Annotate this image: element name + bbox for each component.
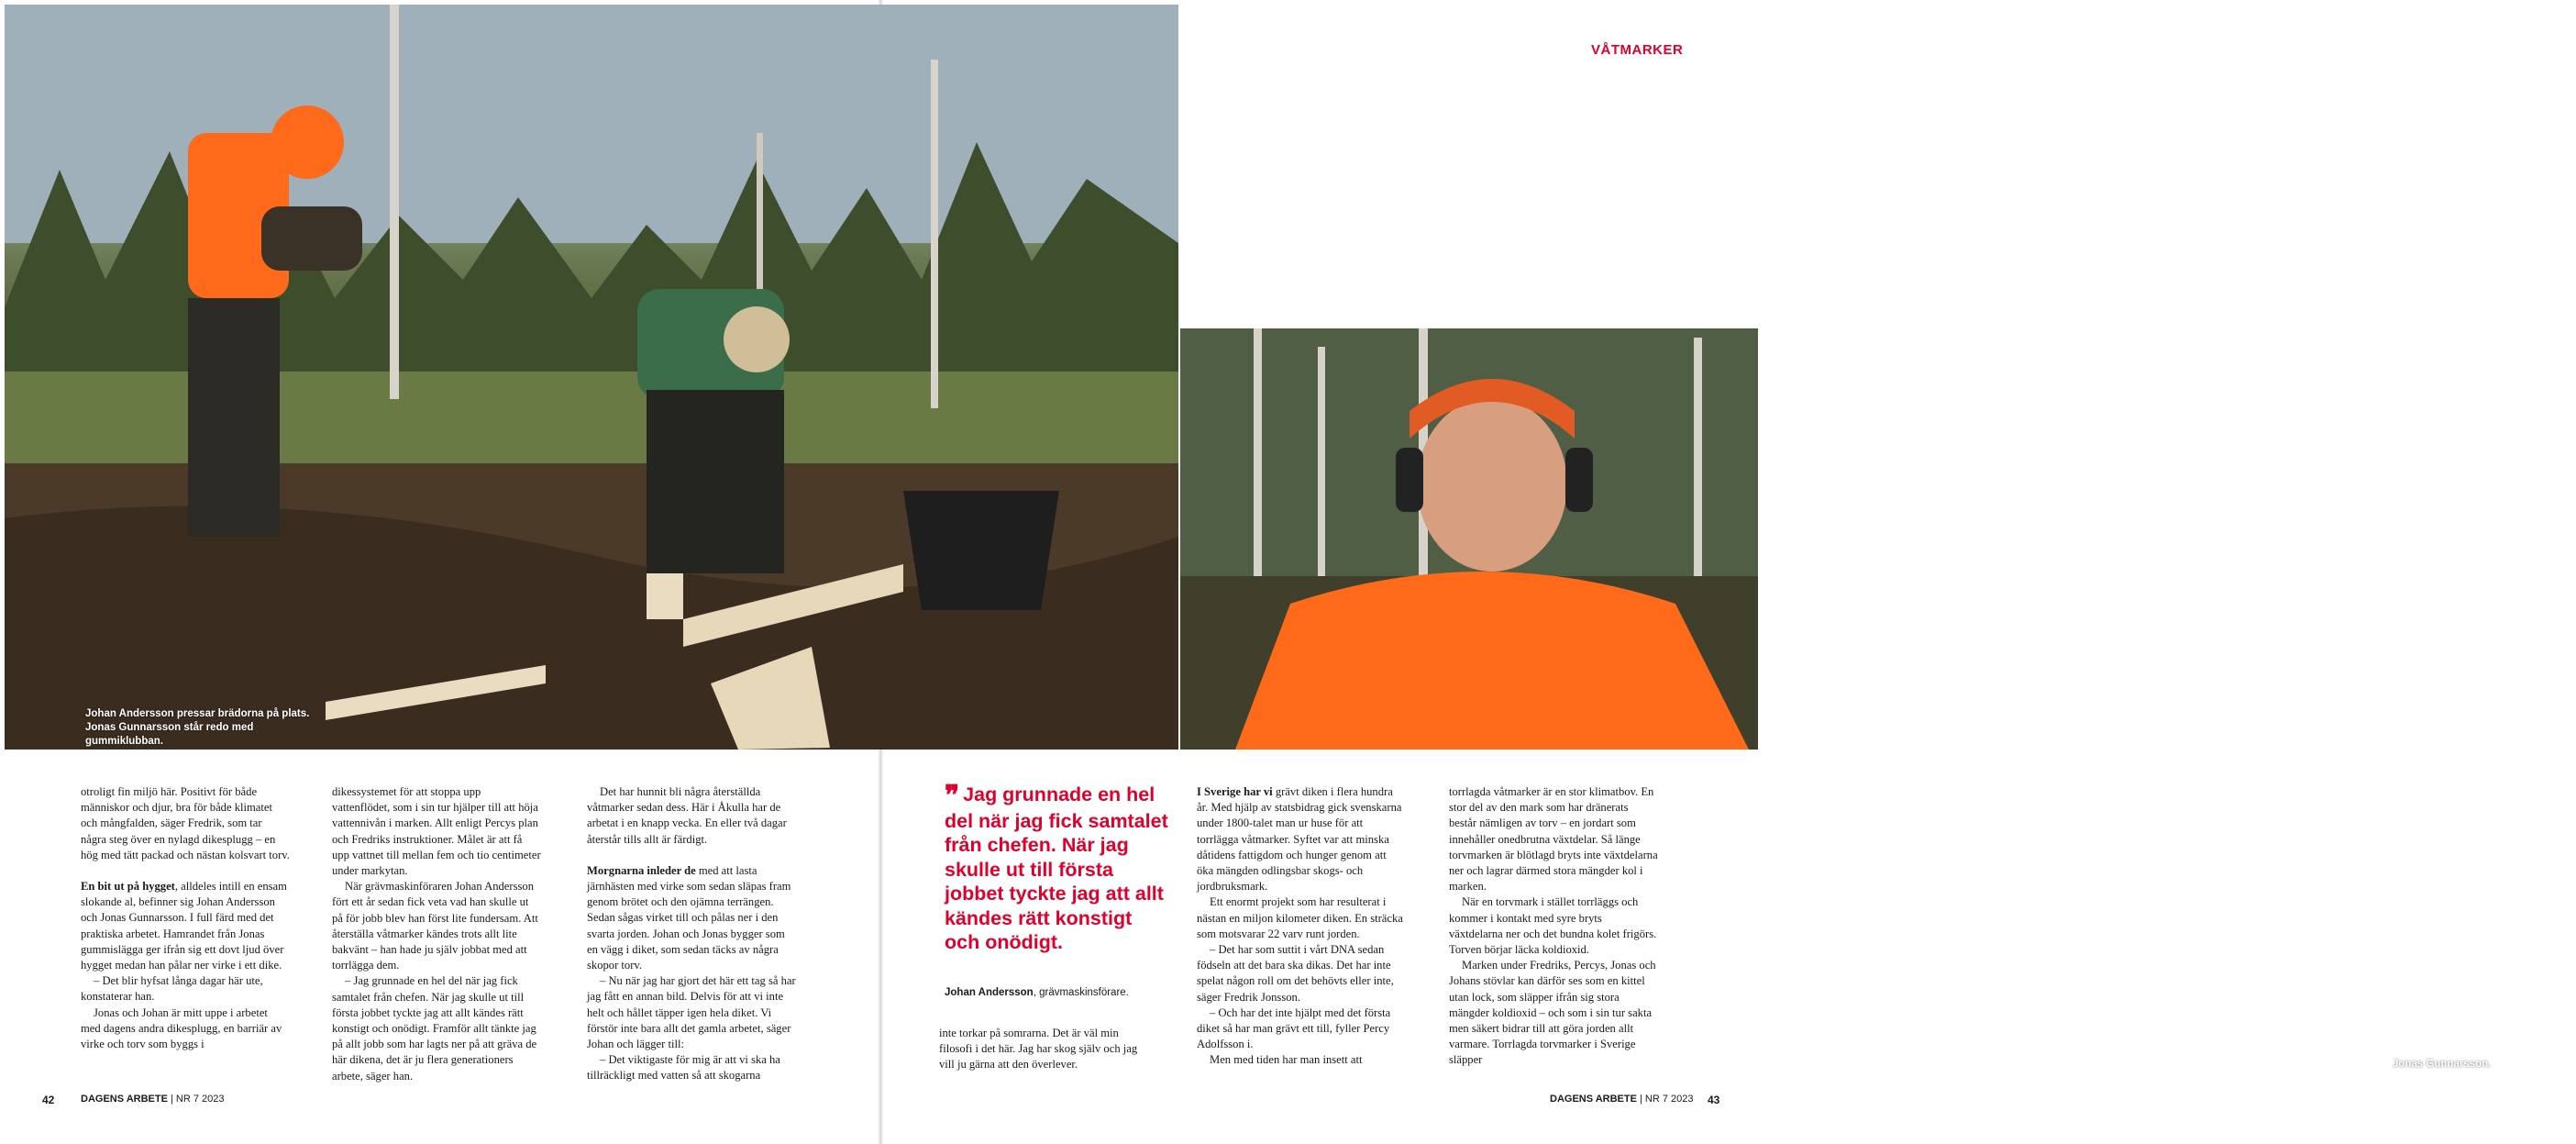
paragraph: otroligt fin miljö här. Positivt för både människor och djur, bra för både klimatet och mångfalden, säger Fredrik, som tar några steg över en nylagd dikesplugg – en hög med tätt packad och nästan kolsvart torv.: [81, 785, 290, 861]
page-number-right: 43: [1708, 1094, 1720, 1106]
magazine-name: DAGENS ARBETE: [1550, 1094, 1637, 1105]
paragraph-lead: I Sverige har vi: [1197, 785, 1273, 798]
paragraph: Ett enormt projekt som har resulterat i nästan en miljon kilometer diken. En sträcka som motsvarar 22 varv runt jorden.: [1197, 895, 1403, 940]
paragraph: [81, 879, 290, 973]
main-photo: [5, 5, 1178, 750]
paragraph-body: med att lasta järnhästen med virke som sedan släpas fram genom brötet och den ojämna terrängen. Sedan sågas virket till och pålas ner i den svarta jorden. Johan och Jonas bygger som en vägg i diket, som sedan täcks av några skopor torv.: [587, 863, 791, 972]
attribution-name: Johan Andersson: [945, 987, 1034, 998]
paragraph-lead: Morgnarna inleder de: [587, 863, 696, 877]
paragraph: När en torvmark i stället torrläggs och kommer i kontakt med syre bryts växtdelarna ner och det bundna kolet frigörs. Torven börjar läcka koldioxid.: [1449, 895, 1657, 957]
paragraph: Jonas och Johan är mitt uppe i arbetet med dagens andra dikesplugg, en barriär av virke och torv som byggs i: [81, 1005, 282, 1051]
paragraph: torrlagda våtmarker är en stor klimatbov. En stor del av den mark som har dränerats består nämligen av torv – en jordart som innehåller onedbrutna växtdelar. Så länge torvmarken är blötlagd bryts inte växtdelarna ner och lagrar därmed stora mängder kol i marken.: [1449, 785, 1658, 894]
text-column-3: [587, 784, 796, 1084]
issue-label: | NR 7 2023: [1636, 1094, 1694, 1105]
page-number-left: 42: [42, 1094, 55, 1106]
quote-mark-icon: ❞: [945, 780, 960, 812]
paragraph: Det har hunnit bli några återställda våtmarker sedan dess. Här i Åkulla har de arbetat i en knapp vecka. En eller två dagar återstår tills allt är färdigt.: [587, 785, 787, 846]
folio-left: [81, 1094, 225, 1105]
paragraph: dikessystemet för att stoppa upp vattenflödet, som i sin tur hjälper till att höja vattennivån i marken. Allt enligt Percys plan och Fredriks instruktioner. Målet är att få upp vattnet till mellan fem och tio centimeter under markytan.: [332, 785, 541, 878]
paragraph: Men med tiden har man insett att: [1210, 1053, 1363, 1067]
text-column-1: [81, 784, 290, 1052]
portrait-photo-caption: Jonas Gunnarsson.: [2393, 1059, 2492, 1070]
paragraph: När grävmaskinföraren Johan Andersson fört ett år sedan fick veta vad han skulle ut på för jobb blev han först lite fundersam. Att återställa våtmarker kändes trots allt lite bakvänt – han hade ju själv jobbat med att torrlägga dem.: [332, 880, 538, 972]
folio-right: [1550, 1094, 1694, 1105]
paragraph: Marken under Fredriks, Percys, Jonas och Johans stövlar kan därför ses som en kittel utan lock, som släpper ifrån sig stora mängder koldioxid – och som i sin tur sakta men säkert bidrar till att göra jorden allt varmare. Torrlagda torvmarker i Sverige släpper: [1449, 959, 1656, 1067]
text-column-6: [1449, 784, 1658, 1069]
paragraph-lead: En bit ut på hygget: [81, 880, 175, 894]
attribution-role: , grävmaskinsförare.: [1033, 987, 1129, 998]
paragraph: inte torkar på somrarna. Det är väl min filosofi i det här. Jag har skog själv och jag vill ju gärna att den överlever.: [939, 1027, 1138, 1072]
text-column-4: [939, 1026, 1148, 1073]
section-label: VÅTMARKER: [1591, 42, 1684, 58]
paragraph: – Nu när jag har gjort det här ett tag så har jag fått en annan bild. Delvis för att vi inte helt och hållet täpper igen hela diket. Vi förstör inte bara allt det gamla arbetet, säger Johan och lägger till:: [587, 974, 796, 1051]
pull-quote-text: Jag grunnade en hel del när jag fick samtalet från chefen. När jag skulle ut till första jobbet tyckte jag att allt kändes rätt konstigt och onödigt.: [945, 783, 1168, 953]
magazine-name: DAGENS ARBETE: [81, 1094, 168, 1105]
main-photo-caption: Johan Andersson pressar brädorna på plats. Jonas Gunnarsson står redo med gummiklubban.: [85, 708, 310, 747]
paragraph: – Det viktigaste för mig är att vi ska ha tillräckligt med vatten så att skogarna: [587, 1053, 780, 1083]
portrait-photo-illustration: [1180, 328, 1758, 750]
paragraph-body: grävt diken i flera hundra år. Med hjälp av statsbidrag gick svenskarna under 1800-talet man ur huse för att torrlägga våtmarker. Syftet var att minska dåtidens fattigdom och hunger genom att öka mängden odlingsbar skogs- och jordbruksmark.: [1197, 785, 1402, 894]
pull-quote: [945, 780, 1172, 955]
text-column-2: [332, 784, 541, 1084]
paragraph: [587, 863, 796, 973]
paragraph: – Det blir hyfsat långa dagar här ute, konstaterar han.: [81, 974, 263, 1004]
pull-quote-attribution: [945, 987, 1183, 998]
text-column-5: [1197, 784, 1406, 1069]
paragraph: – Och har det inte hjälpt med det första diket så har man grävt ett till, fyller Percy Adolfsson i.: [1197, 1005, 1391, 1051]
paragraph-body: , alldeles intill en ensam slokande al, befinner sig Johan Andersson och Jonas Gunnarsson. I full färd med det praktiska arbetet. Hamrandet från Jonas gummislägga ger ifrån sig ett dovt ljud över hygget medan han pålar ner virke i ett dike.: [81, 880, 287, 972]
paragraph: – Jag grunnade en hel del när jag fick samtalet från chefen. När jag skulle ut till första jobbet tyckte jag att allt kändes rätt konstigt och onödigt. Framför allt tänkte jag på allt jobb som har lagts ner på att gräva de här dikena, det är ju flera generationers arbete, säger han.: [332, 974, 537, 1083]
main-photo-illustration: [5, 5, 1178, 750]
paragraph: [1197, 784, 1406, 894]
paragraph: – Det har som suttit i vårt DNA sedan födseln att det bara ska dikas. Det har inte spelat någon roll om det behövts eller inte, säger Fredrik Jonsson.: [1197, 943, 1394, 1004]
issue-label: | NR 7 2023: [167, 1094, 225, 1105]
